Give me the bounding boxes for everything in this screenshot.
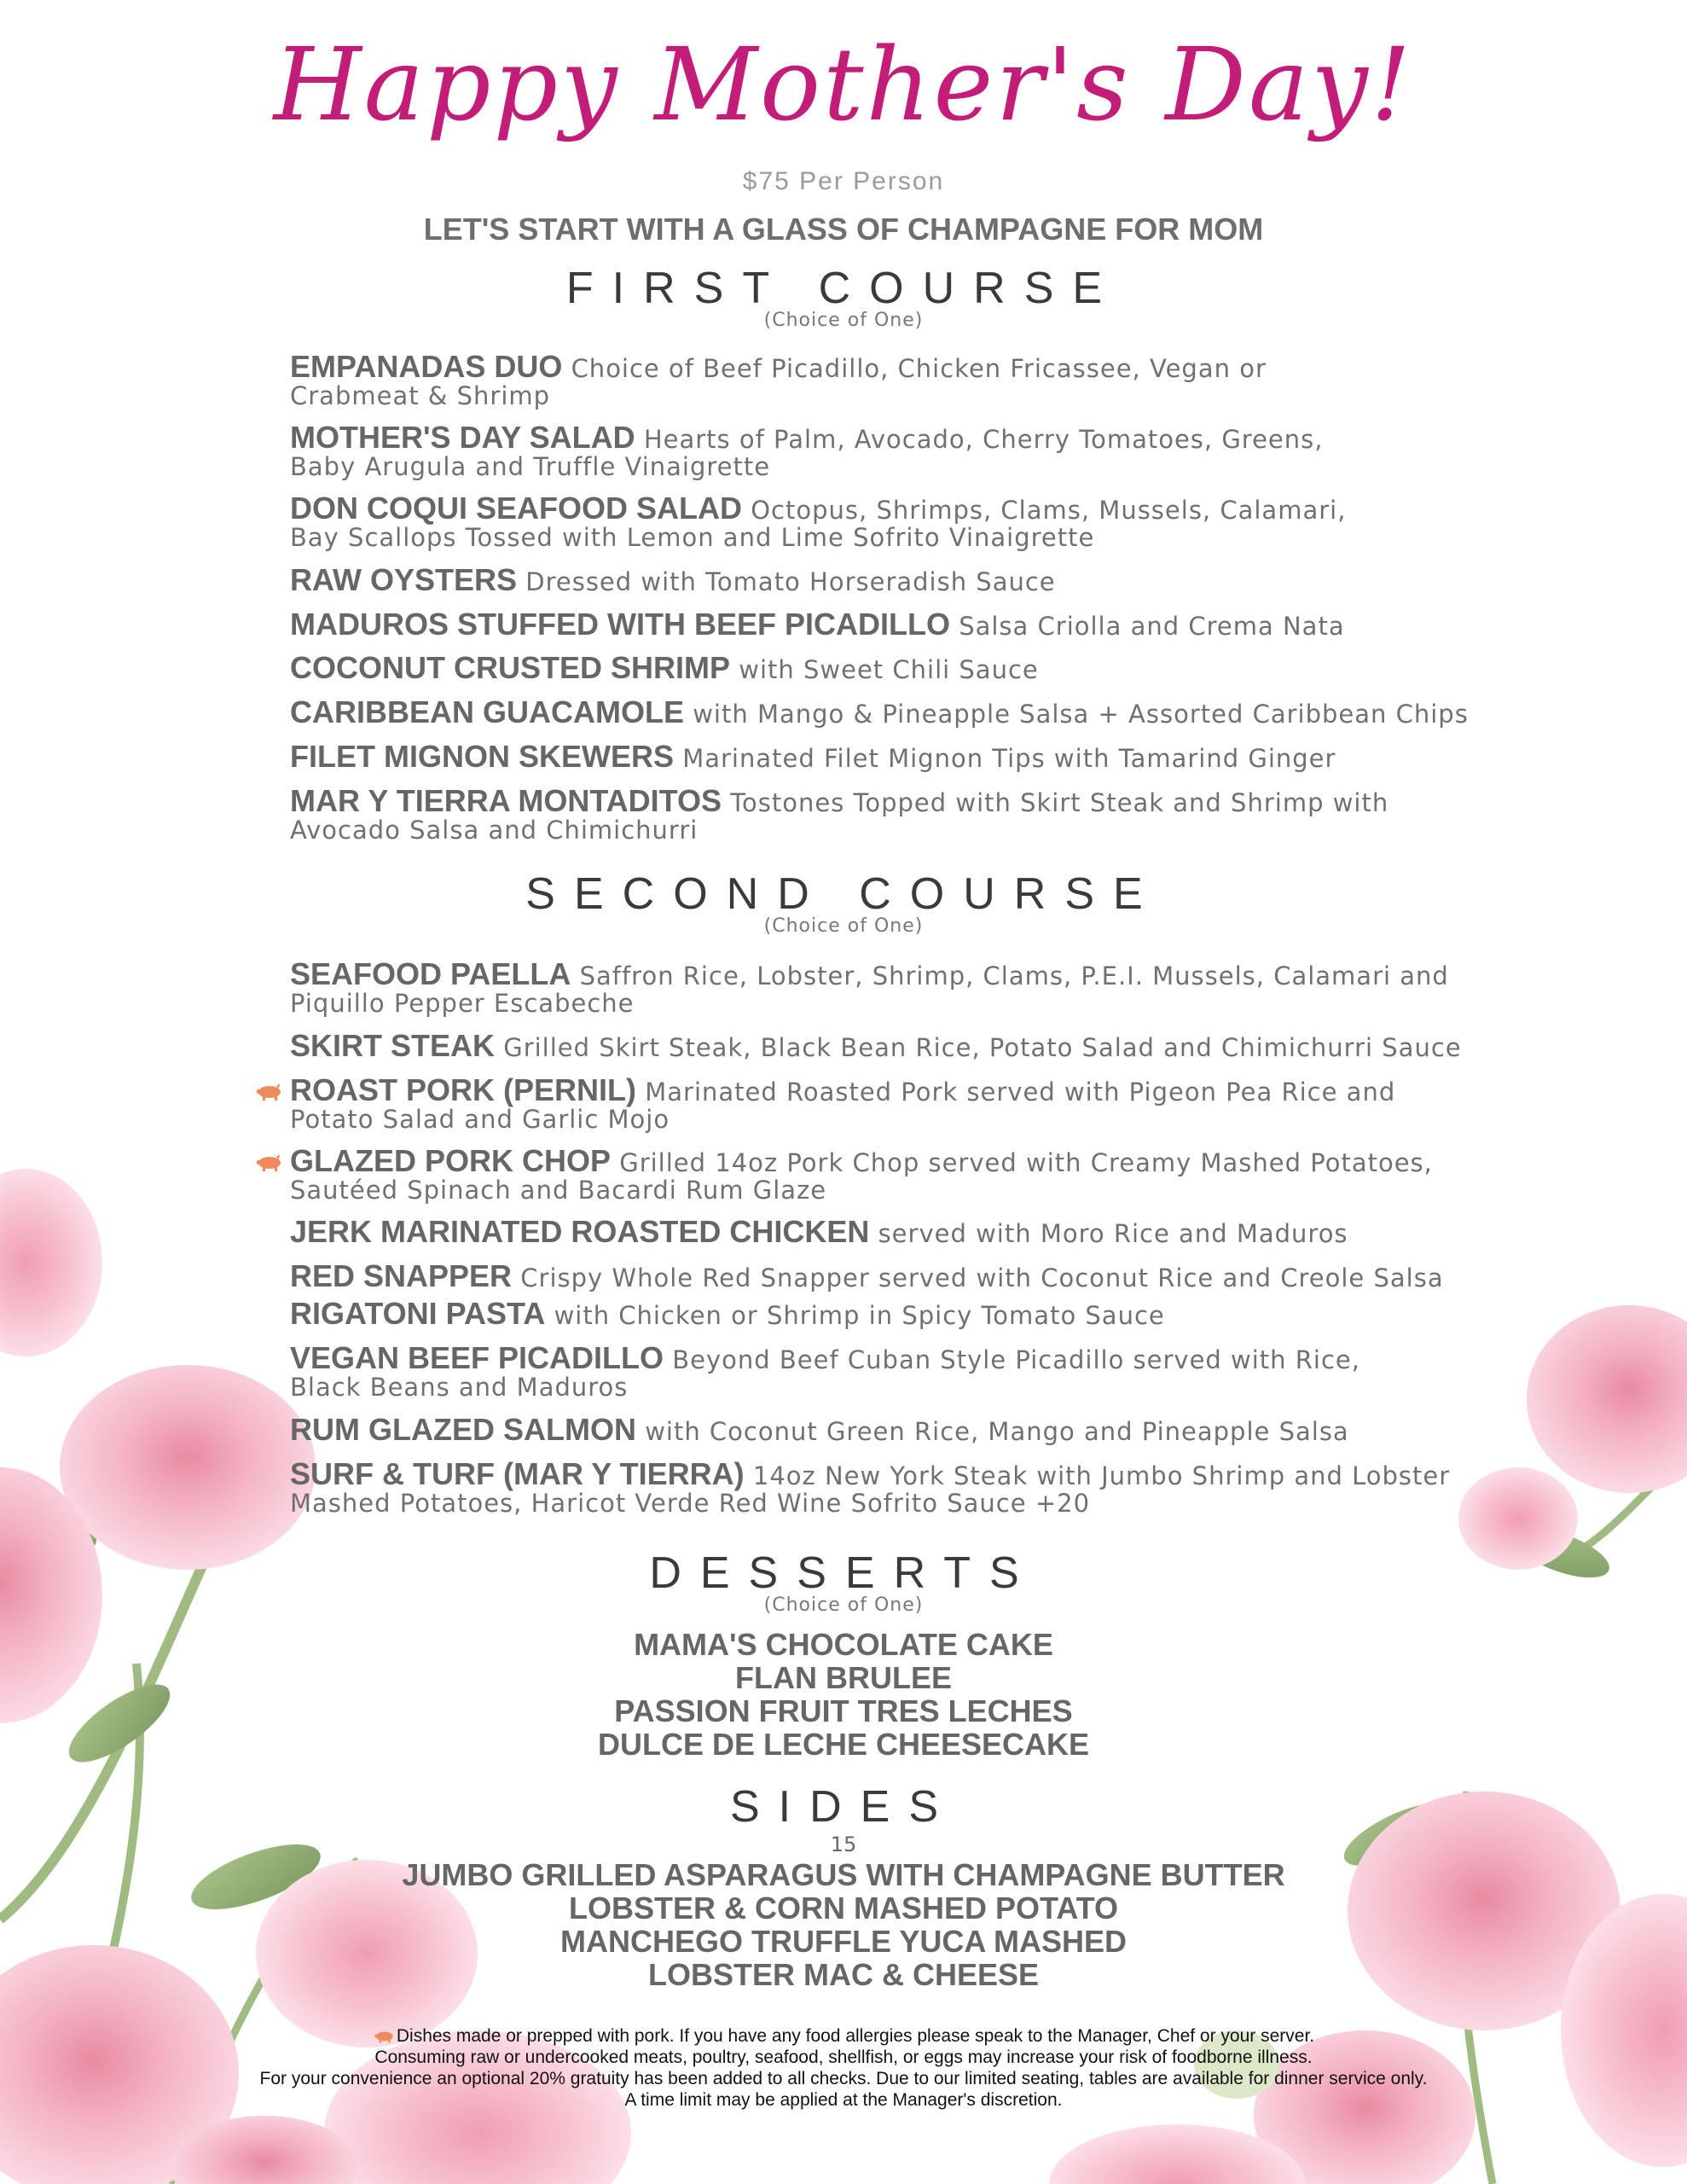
list-item: RAW OYSTERS Dressed with Tomato Horseradish Sauce [290,562,1056,597]
desserts-title: DESSERTS [649,1548,1038,1598]
list-item: LOBSTER MAC & CHEESE [647,1957,1040,1992]
list-item: SURF & TURF (MAR Y TIERRA) 14oz New York Steak with Jumbo Shrimp and Lobster Mashed Potatoes, Haricot Verde Red Wine Sofrito Sauce +20 [290,1456,1451,1518]
list-item: MAMA'S CHOCOLATE CAKE [634,1627,1053,1662]
page-title: Happy Mother's Day! [273,26,1414,143]
pork-note: Dishes made or prepped with pork. If you have any food allergies please speak to the Manager, Chef or your server. [0,2025,1687,2047]
list-item: FLAN BRULEE [735,1660,952,1695]
desserts-choice: (Choice of One) [763,1594,924,1616]
pig-icon [373,2030,395,2043]
second-course-title: SECOND COURSE [525,869,1162,919]
list-item: JERK MARINATED ROASTED CHICKEN served with Moro Rice and Maduros [290,1214,1348,1249]
list-item: RUM GLAZED SALMON with Coconut Green Rice, Mango and Pineapple Salsa [290,1412,1349,1447]
list-item: COCONUT CRUSTED SHRIMP with Sweet Chili Sauce [290,650,1039,685]
price-per-person: $75 Per Person [742,167,945,195]
pig-icon [254,1083,283,1101]
list-item: MADUROS STUFFED WITH BEEF PICADILLO Salsa Criolla and Crema Nata [290,607,1345,642]
list-item: DULCE DE LECHE CHEESECAKE [597,1727,1090,1762]
list-item: PASSION FRUIT TRES LECHES [614,1693,1073,1728]
first-course-choice: (Choice of One) [763,310,924,331]
footer-notes [0,2025,1687,2111]
list-item: EMPANADAS DUO Choice of Beef Picadillo, Chicken Fricassee, Vegan or Crabmeat & Shrimp [290,349,1267,410]
list-item: DON COQUI SEAFOOD SALAD Octopus, Shrimps, Clams, Mussels, Calamari, Bay Scallops Tossed with Lemon and Lime Sofrito Vinaigrette [290,491,1347,552]
list-item: MOTHER'S DAY SALAD Hearts of Palm, Avocado, Cherry Tomatoes, Greens, Baby Arugula and Truffle Vinaigrette [290,420,1324,481]
list-item: VEGAN BEEF PICADILLO Beyond Beef Cuban Style Picadillo served with Rice, Black Beans and Maduros [290,1340,1360,1402]
desserts-list [0,1628,1687,1761]
list-item: GLAZED PORK CHOP Grilled 14oz Pork Chop served with Creamy Mashed Potatoes, Sautéed Spinach and Bacardi Rum Glaze [290,1147,1501,1204]
list-item: LOBSTER & CORN MASHED POTATO [568,1891,1118,1926]
second-course-choice: (Choice of One) [763,915,924,937]
list-item: FILET MIGNON SKEWERS Marinated Filet Mignon Tips with Tamarind Ginger [290,739,1336,774]
champagne-intro: LET'S START WITH A GLASS OF CHAMPAGNE FOR MOM [423,212,1264,247]
gratuity-note: For your convenience an optional 20% gratuity has been added to all checks. Due to our limited seating, tables are available for dinner service only. [259,2069,1428,2088]
list-item: SKIRT STEAK Grilled Skirt Steak, Black Bean Rice, Potato Salad and Chimichurri Sauce [290,1028,1462,1063]
sides-price: 15 [830,1833,857,1856]
time-limit-note: A time limit may be applied at the Manager's discretion. [624,2090,1063,2110]
sides-list [0,1858,1687,1991]
pig-icon [254,1154,283,1171]
list-item: RED SNAPPER Crispy Whole Red Snapper served with Coconut Rice and Creole Salsa [290,1258,1444,1293]
list-item: SEAFOOD PAELLA Saffron Rice, Lobster, Shrimp, Clams, P.E.I. Mussels, Calamari and Piquillo Pepper Escabeche [290,956,1449,1018]
list-item: ROAST PORK (PERNIL) Marinated Roasted Pork served with Pigeon Pea Rice and Potato Salad and Garlic Mojo [290,1077,1501,1133]
list-item: MAR Y TIERRA MONTADITOS Tostones Topped with Skirt Steak and Shrimp with Avocado Salsa and Chimichurri [290,783,1389,845]
list-item: RIGATONI PASTA with Chicken or Shrimp in Spicy Tomato Sauce [290,1296,1165,1331]
list-item: CARIBBEAN GUACAMOLE with Mango & Pineapple Salsa + Assorted Caribbean Chips [290,694,1469,729]
sides-title: SIDES [729,1782,958,1832]
list-item: MANCHEGO TRUFFLE YUCA MASHED [560,1924,1127,1959]
first-course-title: FIRST COURSE [565,264,1122,313]
list-item: JUMBO GRILLED ASPARAGUS WITH CHAMPAGNE BUTTER [402,1857,1285,1892]
raw-food-warning: Consuming raw or undercooked meats, poultry, seafood, shellfish, or eggs may increase your risk of foodborne illness. [374,2048,1313,2067]
